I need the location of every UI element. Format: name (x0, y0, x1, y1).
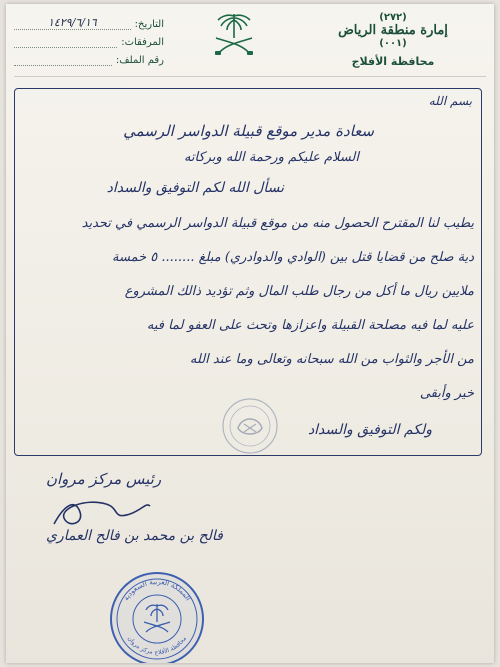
stamp-outer-text: المملكة العربية السعودية (121, 577, 193, 603)
watermark-seal-icon (220, 396, 280, 456)
emirate-name: إمارة منطقة الرياض (338, 23, 448, 38)
date-label: التاريخ: (134, 19, 164, 30)
attachments-row (14, 30, 164, 48)
body-line: يطيب لنا المقترح الحصول منه من موقع قبيلة الدواسر الرسمي في تحديد (81, 216, 474, 231)
signature-title: رئيس مركز مروان (46, 470, 162, 488)
recipient-line: سعادة مدير موقع قبيلة الدواسر الرسمي (123, 122, 374, 140)
governorate-name: محافظة الأفلاج (351, 55, 435, 68)
signature-name: فالح بن محمد بن فالح العماري (46, 528, 223, 544)
official-stamp-icon (108, 570, 206, 663)
stamp-inner-text: محافظة الأفلاج مركز مروان (126, 635, 188, 657)
attachments-value (14, 35, 117, 48)
body-line: دية صلح من قضايا قتل بين (الوادي والدوادري) مبلغ ........ ٥ خمسة (112, 250, 474, 265)
file-row (14, 48, 164, 66)
salutation-line: السلام عليكم ورحمة الله وبركاته (183, 150, 359, 165)
closing-line: ولكم التوفيق والسداد (307, 422, 432, 438)
saudi-emblem-icon (206, 8, 262, 62)
date-row (14, 12, 164, 30)
file-value (14, 53, 112, 66)
file-label: رقم الملف: (115, 55, 164, 66)
letterhead-right (308, 12, 478, 68)
header-divider (14, 76, 486, 77)
letterhead-code: (٠٠١) (379, 38, 407, 49)
attachments-label: المرفقات: (121, 37, 164, 48)
date-value: ١٤٢٩/٦/١٦ (14, 17, 131, 30)
basmala: بسم الله (428, 94, 472, 108)
letterhead-fields (14, 12, 164, 66)
body-line: ملايين ريال ما أكل من رجال طلب المال وثم تؤديد ذالك المشروع (124, 284, 474, 299)
body-line: عليه لما فيه مصلحة القبيلة واعزازها وتحث على العفو لما فيه (146, 318, 474, 333)
body-line: خير وأبقى (419, 386, 474, 401)
letterhead-number: (٢٧٢) (379, 12, 407, 23)
greeting-line: نسأل الله لكم التوفيق والسداد (106, 180, 284, 196)
body-line: من الأجر والثواب من الله سبحانه وتعالى وما عند الله (189, 352, 474, 367)
letter-page (6, 4, 494, 663)
